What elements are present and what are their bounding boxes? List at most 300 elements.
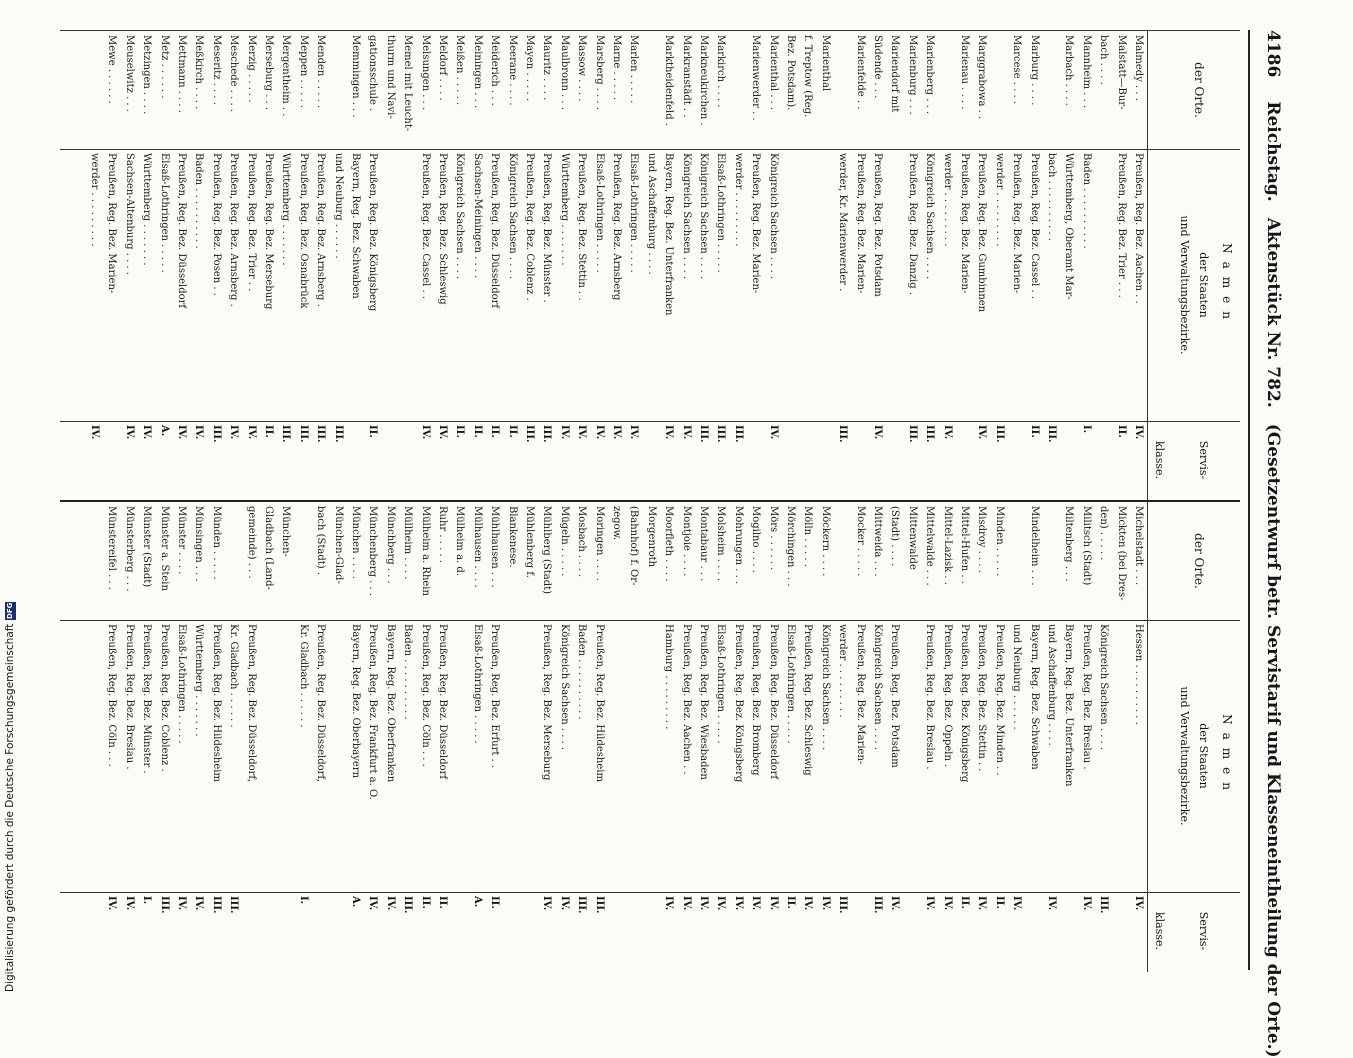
- service-class: III.: [210, 425, 222, 443]
- service-class: IV.: [193, 425, 205, 440]
- admin-district: Preußen, Reg. Bez. Coblenz .: [524, 153, 535, 301]
- admin-district: Preußen, Reg. Bez. Osnabrück: [297, 153, 309, 309]
- table-row: [210, 502, 222, 972]
- admin-district: Sachsen-Meiningen . . . .: [471, 153, 483, 279]
- column-class: Servis- klasse.: [1153, 440, 1210, 480]
- admin-district: Preußen, Reg. Bez. Breslau .: [924, 624, 936, 770]
- place-name: Meiderich . . .: [489, 35, 501, 106]
- service-class: IV.: [123, 896, 135, 911]
- table-row: [1028, 31, 1040, 501]
- table-row: [523, 502, 535, 972]
- table-row: [801, 31, 813, 501]
- table-row: [279, 31, 291, 501]
- place-name: Marienau . . . .: [959, 35, 970, 110]
- service-class-table: [60, 30, 1240, 970]
- service-class: II.: [959, 896, 970, 909]
- table-row: [105, 502, 117, 972]
- service-class: A.: [158, 425, 170, 437]
- place-name: Marienthal . . .: [767, 35, 779, 111]
- place-name: Mogilno . . . .: [750, 506, 762, 573]
- place-name: Marienberg . . .: [924, 35, 936, 115]
- table-row: [175, 502, 187, 972]
- admin-district: werder . . . . . . . . .: [837, 624, 849, 718]
- table-row: [958, 502, 970, 972]
- admin-district: Preußen, Reg. Bez. Marien-: [1011, 153, 1023, 294]
- service-class: IV.: [228, 425, 240, 440]
- admin-district: Elsaß-Lothringen . . . . .: [471, 624, 483, 744]
- admin-district: Preußen, Reg. Bez. Cöln . . .: [106, 624, 118, 767]
- admin-district: Preußen, Reg. Bez. Merseburg: [263, 153, 274, 310]
- admin-district: Königreich Sachsen . . . .: [819, 624, 831, 751]
- service-class: IV.: [698, 896, 709, 911]
- table-row: [801, 502, 813, 972]
- table-row: [836, 502, 848, 972]
- table-row: [471, 31, 483, 501]
- admin-district: Preußen, Reg. Bez. Stettin . .: [576, 153, 588, 301]
- admin-district: Bayern, Reg. Bez. Schwaben: [1028, 624, 1040, 770]
- table-row: [662, 502, 674, 972]
- admin-district: Preußen, Reg. Bez. Hildesheim: [210, 624, 222, 782]
- place-name: Militsch (Stadt): [1080, 506, 1092, 586]
- table-row: [192, 31, 204, 501]
- table-row: [714, 31, 726, 501]
- admin-district: Bayern, Reg. Bez. Oberbayern: [350, 624, 361, 779]
- service-class: IV.: [245, 425, 257, 440]
- table-row: [975, 502, 987, 972]
- table-row: [366, 502, 378, 972]
- service-class: IV.: [663, 425, 675, 440]
- service-class: IV.: [576, 425, 588, 440]
- place-name: Memel mit Leucht-: [402, 35, 414, 132]
- place-name: gationsschule .: [367, 35, 379, 112]
- admin-district: werder, Kr. Marienwerder .: [837, 153, 849, 292]
- table-row: [471, 502, 483, 972]
- place-name: Südende . . .: [872, 35, 883, 99]
- admin-district: werder . . . . . . . . .: [941, 153, 953, 247]
- place-name: Michelstadt . . .: [1133, 506, 1144, 586]
- names-title: Namen: [1220, 243, 1234, 327]
- service-class: I.: [141, 896, 153, 905]
- service-class: IV.: [123, 425, 135, 440]
- service-class: IV.: [802, 896, 814, 911]
- service-class: IV.: [141, 425, 153, 440]
- admin-district: Württemberg . . . . . . .: [280, 153, 292, 266]
- admin-district: bach . . . . . . . . . .: [1046, 153, 1057, 241]
- column-admin: Namen der Staaten und Verwaltungsbezirke.: [1148, 149, 1240, 422]
- table-row: [453, 502, 465, 972]
- service-class: IV.: [1080, 896, 1092, 911]
- place-name: Mariendorf mit: [889, 35, 901, 113]
- document-number: Aktenstück Nr. 782.: [1263, 217, 1283, 408]
- place-name: Mittel-Lazisk . .: [941, 506, 953, 585]
- admin-district: Königreich Sachsen . . . .: [506, 153, 518, 280]
- place-name: Mayen . . . . .: [524, 35, 535, 101]
- table-row: [192, 502, 204, 972]
- table-row: [593, 31, 605, 501]
- admin-district: Preußen, Reg. Bez. Königsberg: [367, 153, 379, 312]
- running-header: [1256, 30, 1290, 1058]
- admin-district: Bayern, Reg. Bez. Unterfranken: [663, 153, 675, 316]
- place-name: Meerane . . . .: [506, 35, 518, 106]
- table-row: [1115, 502, 1127, 972]
- place-name: Marktheidenfeld .: [663, 35, 675, 126]
- place-name: Meppen . . . . .: [297, 35, 309, 109]
- admin-district: Preußen, Reg. Bez. Königsberg: [732, 624, 744, 783]
- table-row: [1010, 502, 1022, 972]
- service-class: IV.: [715, 896, 727, 911]
- place-name: Memmingen . . .: [350, 35, 361, 118]
- admin-district: Preußen, Reg. Bez. Arnsberg: [611, 153, 622, 301]
- service-class: II.: [367, 425, 379, 438]
- service-class: IV.: [558, 896, 570, 911]
- table-row: [645, 31, 657, 501]
- place-name: Meldorf . . . .: [437, 35, 448, 101]
- admin-district: Bayern, Reg. Bez. Schwaben: [350, 153, 361, 299]
- place-name: (Bahnhof) f. Or-: [628, 506, 640, 586]
- table-row: [349, 31, 361, 501]
- place-name: Mühlberg (Stadt): [541, 506, 553, 595]
- admin-district: Preußen, Reg. Bez. Wiesbaden: [698, 624, 709, 780]
- place-name: Meuselwitz . . .: [123, 35, 135, 112]
- service-class: IV.: [384, 896, 396, 911]
- table-row: [140, 502, 152, 972]
- service-class: IV.: [176, 425, 187, 440]
- service-class: IV.: [89, 425, 100, 440]
- table-row: [871, 502, 883, 972]
- place-name: Meseritz . . . .: [210, 35, 222, 105]
- service-class: IV.: [872, 425, 883, 440]
- table-row: [680, 502, 692, 972]
- table-row: [888, 31, 900, 501]
- table-row: [123, 502, 135, 972]
- service-class: A.: [350, 896, 361, 908]
- admin-district: Königreich Sachsen . . . .: [454, 153, 466, 280]
- admin-district: Preußen, Reg. Bez. Schleswig: [802, 624, 814, 776]
- table-row: [749, 502, 761, 972]
- admin-district: Preußen, Reg. Bez. Münster .: [541, 153, 553, 303]
- table-row: [627, 502, 639, 972]
- admin-district: Preußen, Reg. Bez. Cassel . .: [1028, 153, 1040, 300]
- place-name: Menden . . . . .: [315, 35, 327, 109]
- table-row: [401, 502, 413, 972]
- place-name: Mauritz . . . .: [541, 35, 553, 101]
- place-name: Münden . . . . .: [210, 506, 222, 580]
- admin-district: Baden . . . . . . . . . .: [1080, 153, 1092, 249]
- place-name: Molsheim . . . .: [715, 506, 727, 582]
- place-name: Meiningen . . .: [471, 35, 483, 109]
- place-name: Mocker . . . . .: [854, 506, 866, 577]
- table-row: [349, 502, 361, 972]
- table-row: [488, 31, 500, 501]
- place-name: f. Treptow (Reg.: [802, 35, 814, 118]
- service-class: II.: [489, 425, 501, 438]
- table-row: [279, 502, 291, 972]
- admin-district: Preußen, Reg. Bez. Marien-: [750, 153, 762, 294]
- table-header: [1147, 502, 1240, 972]
- admin-district: Preußen, Reg. Bez. Minden . .: [993, 624, 1005, 776]
- service-class: II.: [1115, 425, 1127, 438]
- service-class: IV.: [1133, 425, 1144, 440]
- admin-district: Königreich Sachsen . . . .: [924, 153, 936, 280]
- table-row: [88, 31, 100, 501]
- table-row: [419, 502, 431, 972]
- admin-district: Preußen, Reg. Bez. Frankfurt a. O.: [367, 624, 379, 800]
- admin-district: Preußen, Reg. Bez. Münster .: [141, 624, 153, 774]
- place-name: Mittweida . . .: [872, 506, 883, 577]
- table-row: [123, 31, 135, 501]
- table-row: [506, 502, 518, 972]
- service-class: III.: [906, 425, 918, 443]
- place-name: Melsungen . . .: [419, 35, 431, 111]
- admin-district: Württemberg, Oberamt Mar-: [1063, 153, 1075, 300]
- service-class: IV.: [1011, 896, 1023, 911]
- table-row: [297, 31, 309, 501]
- table-row: [1045, 31, 1057, 501]
- service-class: IV.: [628, 425, 640, 440]
- place-name: Mettmann . . . .: [176, 35, 187, 113]
- service-class: III.: [210, 896, 222, 914]
- place-name: Mühlenberg f.: [524, 506, 535, 578]
- admin-district: Elsaß-Lothringen . . . . .: [628, 153, 640, 273]
- admin-district: werder . . . . . . . . .: [993, 153, 1005, 247]
- table-row: [836, 31, 848, 501]
- table-row: [540, 31, 552, 501]
- table-row: [819, 31, 831, 501]
- service-class: II.: [489, 896, 501, 909]
- service-class: III.: [837, 896, 849, 914]
- place-name: den) . . . . .: [1098, 506, 1110, 561]
- table-row: [210, 31, 222, 501]
- service-class: III.: [524, 425, 535, 443]
- table-row: [262, 31, 274, 501]
- admin-district: Elsaß-Lothringen . . . . .: [176, 624, 187, 744]
- service-class: IV.: [680, 425, 692, 440]
- table-row: [332, 31, 344, 501]
- admin-district: Preußen, Reg. Bez. Trier . . .: [1115, 153, 1127, 298]
- service-class: IV.: [1046, 896, 1057, 911]
- table-row: [645, 502, 657, 972]
- service-class: II.: [454, 425, 466, 438]
- place-name: Mindelheim . . .: [1028, 506, 1040, 586]
- service-class: II.: [506, 425, 518, 438]
- table-row: [140, 31, 152, 501]
- place-name: gemeinde) . . .: [245, 506, 257, 579]
- service-class: III.: [1098, 896, 1110, 914]
- table-row: [1062, 31, 1074, 501]
- admin-district: und Aschaffenburg . . . .: [645, 153, 657, 275]
- table-row: [906, 31, 918, 501]
- place-name: Mülheim a. Rhein: [419, 506, 431, 596]
- table-left-half: [60, 30, 1240, 501]
- admin-district: Baden . . . . . . . . . .: [576, 624, 588, 720]
- place-name: Müllheim . . . .: [402, 506, 414, 580]
- admin-district: Preußen, Reg. Bez. Düsseldorf: [489, 153, 501, 309]
- place-name: Mosbach . . . .: [576, 506, 588, 578]
- place-name: Marggrabowa . .: [976, 35, 988, 120]
- table-row: [1010, 31, 1022, 501]
- place-name: Meßkirch . . . .: [193, 35, 205, 110]
- table-row: [540, 502, 552, 972]
- digitization-text: Digitalisierung gefördert durch die Deutsche Forschungsgemeinschaft: [4, 623, 16, 992]
- admin-district: Preußen, Reg. Bez. Oppeln .: [941, 624, 953, 768]
- table-row: [906, 502, 918, 972]
- table-row: [575, 31, 587, 501]
- table-row: [366, 31, 378, 501]
- table-row: [975, 31, 987, 501]
- admin-district: Preußen, Reg. Bez. Posen . .: [210, 153, 222, 296]
- place-name: Mörchingen . . .: [785, 506, 796, 587]
- service-class: IV.: [541, 896, 553, 911]
- place-name: Blankenese.: [506, 506, 518, 568]
- place-name: Münchberg . . .: [384, 506, 396, 584]
- place-name: Marbach . . . .: [1063, 35, 1075, 106]
- service-class: IV.: [750, 896, 762, 911]
- dfg-logo: DFG: [5, 602, 14, 619]
- place-name: Mülheim a. d.: [454, 506, 466, 576]
- admin-district: Württemberg . . . . . . .: [141, 153, 153, 266]
- place-name: Malmedy . . .: [1133, 35, 1144, 101]
- rotated-page: [50, 30, 1290, 1058]
- service-class: IV.: [1133, 896, 1144, 911]
- table-row: [332, 502, 344, 972]
- admin-district: und Aschaffenburg . . . .: [1046, 624, 1057, 746]
- admin-district: Baden . . . . . . . . . .: [193, 153, 205, 249]
- admin-district: werder . . . . . . . . .: [89, 153, 100, 247]
- table-row: [314, 502, 326, 972]
- service-class: III.: [576, 896, 588, 914]
- place-name: Markirch . . . .: [715, 35, 727, 108]
- place-name: Mittenwalde: [906, 506, 918, 570]
- admin-district: Württemberg . . . . . . .: [193, 624, 205, 737]
- service-class: III.: [541, 425, 553, 443]
- service-class: II.: [437, 896, 448, 909]
- admin-district: Preußen, Reg. Bez. Marien-: [854, 153, 866, 294]
- admin-district: Königreich Sachsen . . . .: [1098, 624, 1110, 751]
- table-row: [1115, 31, 1127, 501]
- service-class: IV.: [193, 896, 205, 911]
- place-name: Marne . . . . .: [611, 35, 622, 101]
- admin-district: Königreich Sachsen . . . .: [558, 624, 570, 751]
- table-row: [158, 31, 170, 501]
- service-class: III.: [1046, 425, 1057, 443]
- table-row: [1045, 502, 1057, 972]
- table-row: [993, 31, 1005, 501]
- admin-district: und Neuburg . . . . . .: [1011, 624, 1023, 730]
- place-name: bach . . . .: [1098, 35, 1110, 85]
- place-name: Mülhausen . . . .: [471, 506, 483, 588]
- place-name: bach (Stadt) .: [315, 506, 327, 575]
- table-row: [227, 31, 239, 501]
- place-name: Montabaur . . .: [698, 506, 709, 582]
- admin-district: Elsaß-Lothringen . . . . .: [715, 624, 727, 744]
- table-row: [784, 502, 796, 972]
- admin-district: Sachsen-Altenburg . . . .: [123, 153, 135, 275]
- table-row: [1132, 31, 1144, 501]
- admin-district: Elsaß-Lothringen . . . . .: [593, 153, 605, 273]
- service-class: I.: [297, 896, 309, 905]
- place-name: Moorfleth . . . .: [663, 506, 675, 582]
- place-name: Markranstädt . .: [680, 35, 692, 118]
- service-class: IV.: [611, 425, 622, 440]
- table-row: [697, 31, 709, 501]
- admin-district: Preußen, Reg. Bez. Schleswig: [437, 153, 448, 305]
- place-name: Mölln . . . . .: [802, 506, 814, 567]
- table-row: [175, 31, 187, 501]
- table-row: [627, 31, 639, 501]
- place-name: Mewe . . . . . .: [106, 35, 118, 104]
- table-row: [610, 31, 622, 501]
- table-row: [993, 502, 1005, 972]
- place-name: Marienthal: [819, 35, 831, 92]
- service-class: III.: [837, 425, 849, 443]
- place-name: Mittel-Hufen . .: [959, 506, 970, 584]
- table-row: [819, 502, 831, 972]
- table-row: [245, 31, 257, 501]
- column-place: der Orte.: [1148, 502, 1240, 621]
- service-class: IV.: [663, 896, 675, 911]
- service-class: IV.: [106, 896, 118, 911]
- admin-district: Hessen . . . . . . . . . .: [1133, 624, 1144, 725]
- service-class: III.: [698, 425, 709, 443]
- place-name: Metz . . . . . .: [158, 35, 170, 99]
- place-name: Münster (Stadt): [141, 506, 153, 588]
- place-name: zegow.: [611, 506, 622, 541]
- table-row: [697, 502, 709, 972]
- place-name: Misdroy . . . .: [976, 506, 988, 573]
- place-name: Massow . . . .: [576, 35, 588, 102]
- place-name: Merseburg . . .: [263, 35, 274, 111]
- admin-district: Preußen, Reg. Bez. Potsdam: [872, 153, 883, 297]
- table-row: [453, 31, 465, 501]
- service-class: IV.: [593, 425, 605, 440]
- place-name: München . . . .: [350, 506, 361, 579]
- table-row: [888, 502, 900, 972]
- admin-district: Preußen, Reg. Bez. Erfurt . .: [489, 624, 501, 769]
- table-body-left: [60, 31, 1148, 501]
- table-row: [871, 31, 883, 501]
- admin-district: Bayern, Reg. Bez. Oberfranken: [384, 624, 396, 783]
- service-class: IV.: [419, 425, 431, 440]
- service-class: III.: [872, 896, 883, 914]
- admin-district: Preußen, Reg. Bez. Cöln . . .: [419, 624, 431, 767]
- table-row: [384, 502, 396, 972]
- place-name: Marienburg . . .: [906, 35, 918, 115]
- digitization-note: [3, 602, 17, 992]
- admin-district: Preußen, Reg. Bez. Potsdam: [889, 624, 901, 768]
- place-name: Mühlhausen . . .: [489, 506, 501, 588]
- admin-district: Bayern, Reg. Bez. Unterfranken: [1063, 624, 1075, 787]
- table-row: [923, 502, 935, 972]
- admin-district: Preußen, Reg. Bez. Merseburg: [541, 624, 553, 781]
- admin-district: Preußen, Reg. Bez. Arnsberg .: [315, 153, 327, 307]
- table-row: [941, 31, 953, 501]
- admin-district: Preußen, Reg. Bez. Cassel . .: [419, 153, 431, 300]
- service-class: IV.: [558, 425, 570, 440]
- admin-district: Preußen, Reg. Bez. Coblenz .: [158, 624, 170, 772]
- place-name: Marlen . . . . .: [628, 35, 640, 104]
- place-name: (Stadt) . . . .: [889, 506, 901, 567]
- service-class: IV.: [976, 425, 988, 440]
- place-name: thurm und Navi-: [384, 35, 396, 119]
- admin-district: Elsaß-Lothringen . . . . .: [715, 153, 727, 273]
- admin-district: Preußen, Reg. Bez. Hildesheim: [593, 624, 605, 782]
- place-name: Metzingen . . . .: [141, 35, 153, 115]
- place-name: Münchenberg . . .: [367, 506, 379, 597]
- place-name: Malstatt—Bur-: [1115, 35, 1127, 110]
- service-class: III.: [332, 425, 344, 443]
- service-class: IV.: [819, 896, 831, 911]
- service-class: IV.: [437, 425, 448, 440]
